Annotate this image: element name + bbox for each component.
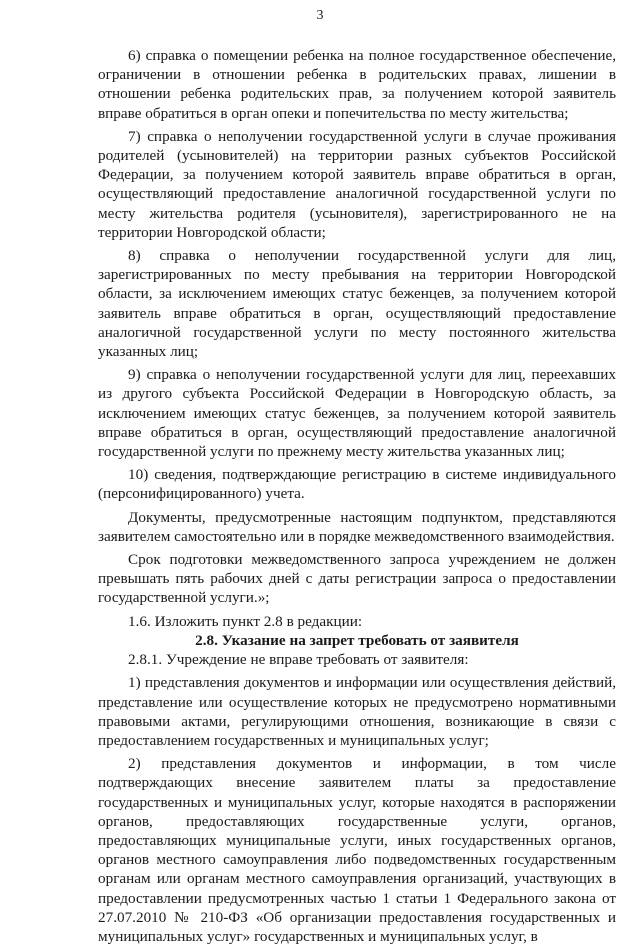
paragraph-item-9: 9) справка о неполучении государственной услуги для лиц, переехавших из другого субъекта Российской Федерации в Новгородскую область, за исключением имеющих статус беженцев, за получением которой заявитель вправе обратиться в орган, осуществляющий предоставление аналогичной государственной услуги по прежнему месту жительства указанных лиц; (98, 366, 616, 461)
paragraph-item-10: 10) сведения, подтверждающие регистрацию в системе индивидуального (персонифицированного) учета. (98, 466, 616, 503)
paragraph-amendment-1-6: 1.6. Изложить пункт 2.8 в редакции: (128, 612, 363, 630)
paragraph-item-6: 6) справка о помещении ребенка на полное государственное обеспечение, ограничении в отношении ребенка в родительских правах, лишении в отношении ребенка родительских прав, за получением которой заявитель вправе обратиться в орган опеки и попечительства по месту жительства; (98, 47, 616, 122)
section-heading: 2.8. Указание на запрет требовать от заявителя (195, 631, 519, 649)
document-body (98, 46, 616, 946)
paragraph-prohibition-1: 1) представления документов и информации или осуществления действий, представление или осуществление которых не предусмотрено нормативными правовыми актами, регулирующими отношения, возникающие в связи с предоставлением государственных и муниципальных услуг; (98, 674, 616, 749)
paragraph-item-8: 8) справка о неполучении государственной услуги для лиц, зарегистрированных по месту пребывания на территории Новгородской области, за исключением имеющих статус беженцев, за получением которой заявитель вправе обратиться в орган, осуществляющий предоставление аналогичной государственной услуги по месту постоянного жительства указанных лиц; (98, 247, 616, 361)
paragraph-item-7: 7) справка о неполучении государственной услуги в случае проживания родителей (усыновителей) на территории разных субъектов Российской Федерации, за получением которой заявитель вправе обратиться в орган, осуществляющий предоставление аналогичной государственной услуги по месту жительства родителя (усыновителя), зарегистрированного не на территории Новгородской области; (98, 127, 616, 241)
paragraph-2-8-1: 2.8.1. Учреждение не вправе требовать от заявителя: (128, 651, 469, 669)
paragraph-documents-note: Документы, предусмотренные настоящим подпунктом, представляются заявителем самостоятельно или в порядке межведомственного взаимодействия. (98, 508, 616, 545)
page-number: 3 (316, 8, 324, 23)
paragraph-request-deadline: Срок подготовки межведомственного запроса учреждением не должен превышать пять рабочих дней с даты регистрации запроса о предоставлении государственной услуги.»; (98, 551, 616, 607)
paragraph-prohibition-2: 2) представления документов и информации, в том числе подтверждающих внесение заявителем платы за предоставление государственных и муниципальных услуг, которые находятся в распоряжении органов, предоставляющих государственные услуги, органов, предоставляющих муниципальные услуги, иных государственных органов, органов местного самоуправления либо подведомственных государственным органам или органам местного самоуправления организаций, участвующих в предоставлении предусмотренных частью 1 статьи 1 Федерального закона от 27.07.2010 № 210-ФЗ «Об организации предоставления государственных и муниципальных услуг» государственных и муниципальных услуг, в (98, 755, 616, 945)
